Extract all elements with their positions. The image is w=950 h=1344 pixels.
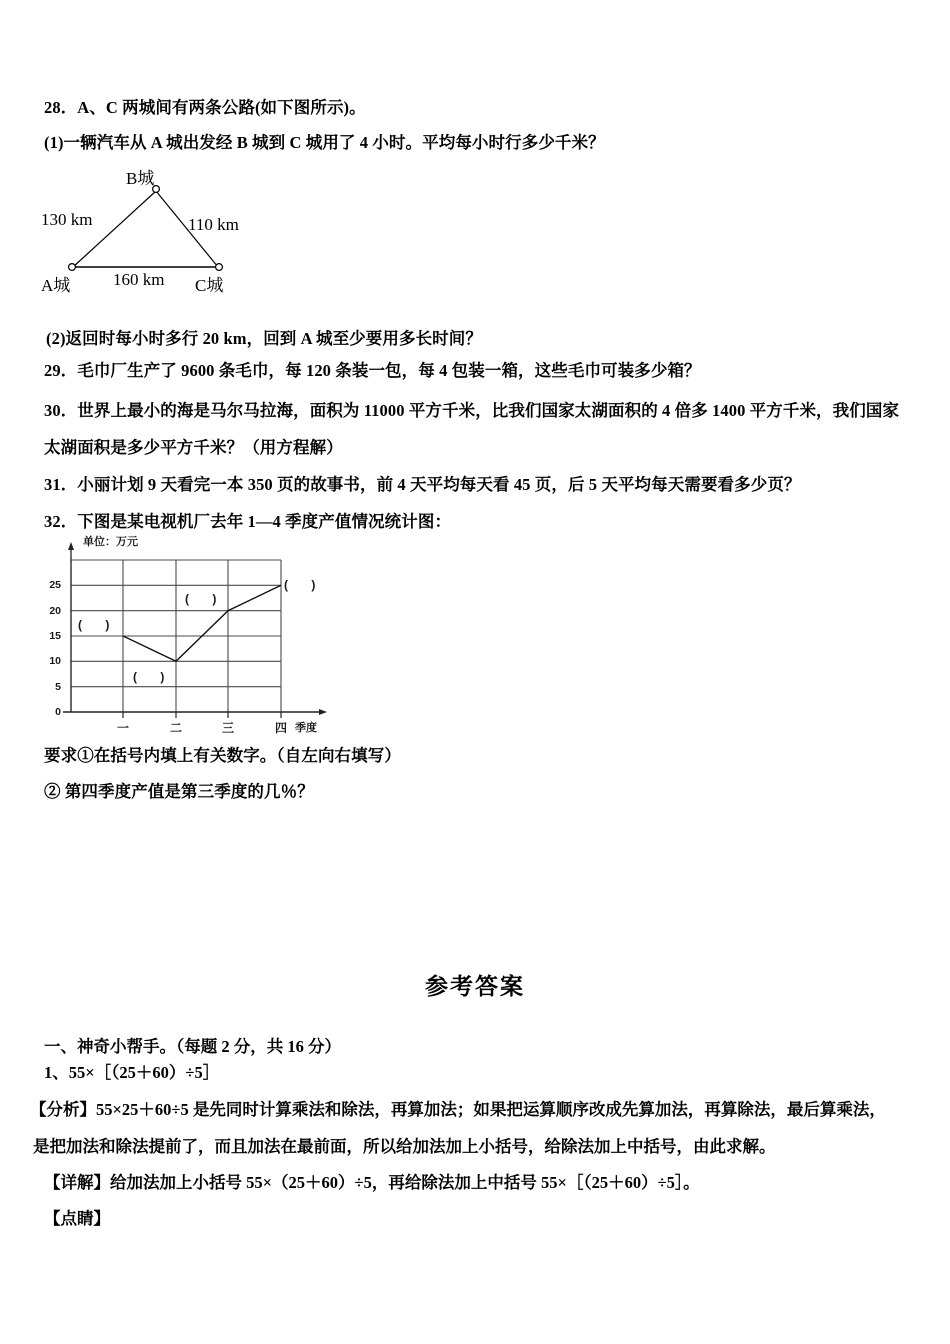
question-31: 31．小丽计划 9 天看完一本 350 页的故事书，前 4 天平均每天看 45 页，后 5 天平均每天需要看多少页？ xyxy=(44,475,801,494)
quarterly-output-line-chart xyxy=(38,530,358,735)
requirement-2: ② 第四季度产值是第三季度的几％？ xyxy=(44,782,314,801)
x-tick-q3: 三 xyxy=(222,721,235,735)
x-tick-q1: 一 xyxy=(117,721,130,735)
answer-analysis-line2: 是把加法和除法提前了，而且加法在最前面，所以给加法加上小括号，给除法加上中括号，由此求解。 xyxy=(33,1137,776,1156)
answer-detail: 【详解】给加法加上小括号 55×（25＋60）÷5，再给除法加上中括号 55×［（25＋60）÷5］。 xyxy=(44,1173,700,1192)
chart-unit-label: 单位：万元 xyxy=(83,536,138,548)
answer-highlight: 【点睛】 xyxy=(44,1209,110,1228)
question-28-part1: (1)一辆汽车从 A 城出发经 B 城到 C 城用了 4 小时。平均每小时行多少千米？ xyxy=(44,133,605,152)
x-axis-label: 季度 xyxy=(295,722,317,734)
triangle-figure-svg xyxy=(38,160,338,310)
y-tick-10: 10 xyxy=(49,655,61,667)
question-28-part2: (2)返回时每小时多行 20 km，回到 A 城至少要用多长时间？ xyxy=(46,329,482,348)
answer-section-heading-1: 一、神奇小帮手。（每题 2 分，共 16 分） xyxy=(44,1037,341,1056)
chart-blank-q1: ( ) xyxy=(78,618,120,632)
triangle-vertex-c-label: C城 xyxy=(195,276,224,295)
y-tick-5: 5 xyxy=(55,680,61,693)
y-tick-25: 25 xyxy=(49,579,61,591)
question-32: 32．下图是某电视机厂去年 1—4 季度产值情况统计图： xyxy=(44,512,452,531)
x-tick-q2: 二 xyxy=(170,721,183,735)
y-tick-15: 15 xyxy=(49,629,61,642)
answer-section-title: 参考答案 xyxy=(425,973,525,999)
triangle-vertex-b-label: B城 xyxy=(126,169,155,188)
question-29: 29．毛巾厂生产了 9600 条毛巾，每 120 条装一包，每 4 包装一箱，这些毛巾可装多少箱？ xyxy=(44,361,701,380)
y-tick-20: 20 xyxy=(49,604,61,617)
triangle-side-left-label: 130 km xyxy=(41,210,93,229)
chart-blank-q3: ( ) xyxy=(185,592,227,606)
line-chart-svg xyxy=(38,530,358,735)
triangle-road-figure xyxy=(38,160,338,310)
answer-item-1: 1、55×［（25＋60）÷5］ xyxy=(44,1063,220,1082)
triangle-vertex-a-label: A城 xyxy=(41,276,71,295)
question-30-line1: 30．世界上最小的海是马尔马拉海，面积为 11000 平方千米，比我们国家太湖面积的 4 倍多 1400 平方千米，我们国家 xyxy=(44,401,900,420)
requirement-1: 要求①在括号内填上有关数字。（自左向右填写） xyxy=(44,746,401,765)
answer-analysis-line1: 【分析】55×25＋60÷5 是先同时计算乘法和除法，再算加法；如果把运算顺序改成先算加法，再算除法，最后算乘法， xyxy=(30,1100,886,1119)
question-30-line2: 太湖面积是多少平方千米？（用方程解） xyxy=(44,438,343,457)
chart-blank-q2: ( ) xyxy=(133,670,175,684)
triangle-side-bottom-label: 160 km xyxy=(113,270,165,289)
y-tick-0: 0 xyxy=(55,706,61,718)
triangle-side-right-label: 110 km xyxy=(188,215,239,234)
chart-blank-q4: ( ) xyxy=(284,578,326,592)
x-tick-q4: 四 xyxy=(275,721,288,735)
question-28-stem: 28．A、C 两城间有两条公路(如下图所示)。 xyxy=(44,98,366,117)
